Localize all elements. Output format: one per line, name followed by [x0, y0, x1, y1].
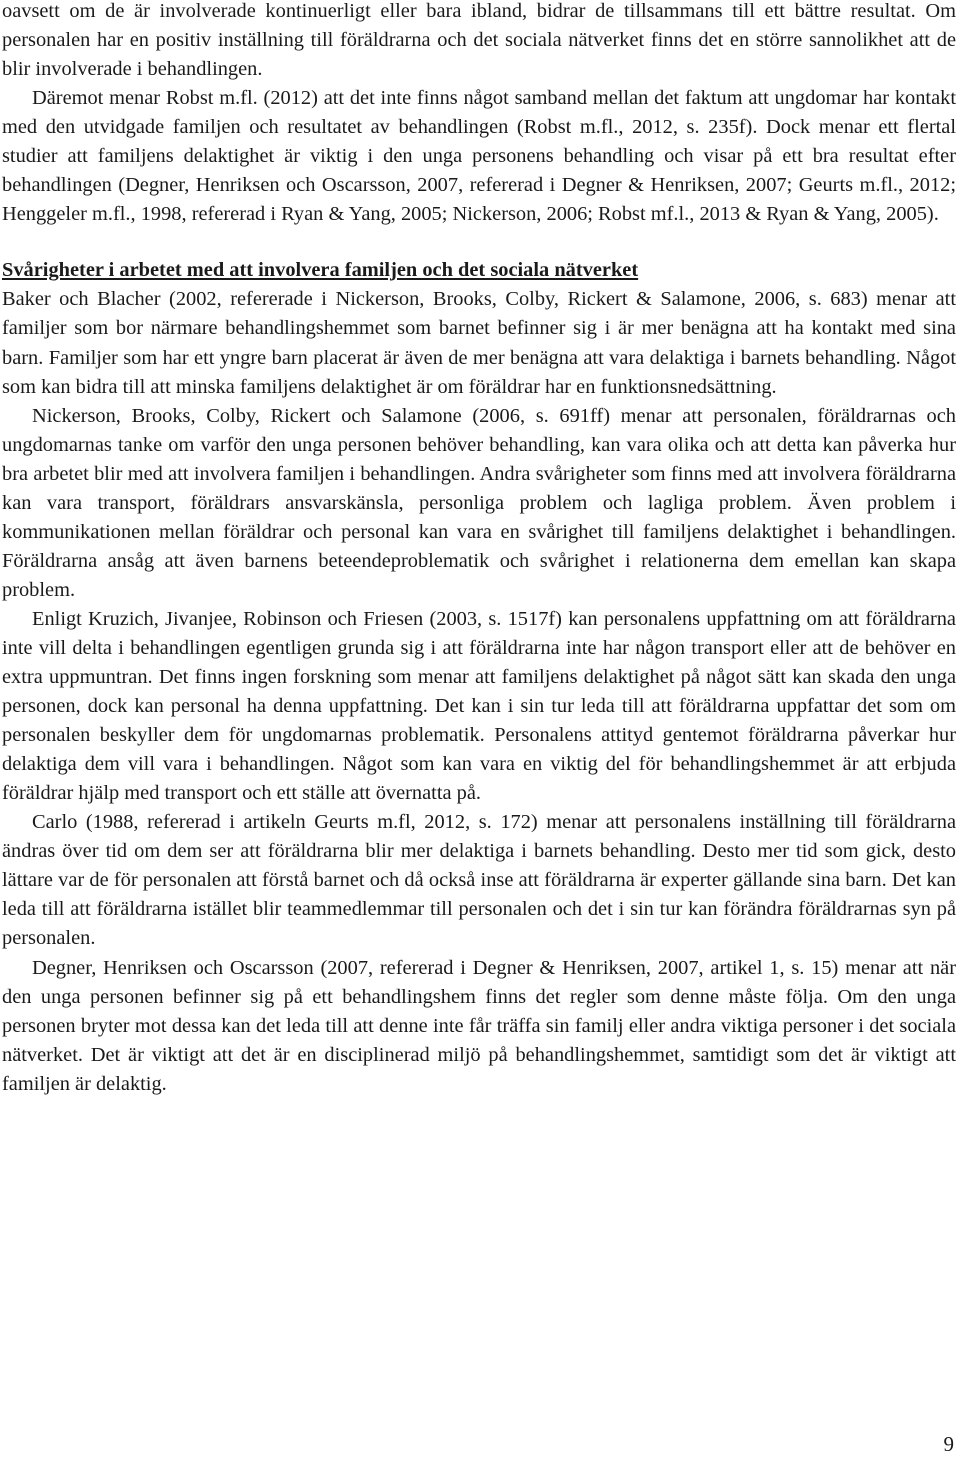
- section-heading-text: Svårigheter i arbetet med att involvera familjen och det sociala nätverket: [2, 259, 639, 282]
- paragraph: Degner, Henriksen och Oscarsson (2007, refererad i Degner & Henriksen, 2007, artikel 1, s. 15) menar att när den unga personen befinner sig på ett behandlingshem finns det regler som denne måste följa. Om den unga personen bryter mot dessa kan det leda till att denne inte får träffa sin familj eller andra viktiga personer i det sociala nätverket. Det är viktigt att det är en disciplinerad miljö på behandlingshemmet, samtidigt som det är viktigt att familjen är delaktig.: [2, 956, 956, 1095]
- paragraph: Enligt Kruzich, Jivanjee, Robinson och Friesen (2003, s. 1517f) kan personalens uppfattning om att föräldrarna inte vill delta i behandlingen egentligen grunda sig i att föräldrarna inte har någon transport eller att de behöver en extra uppmuntran. Det finns ingen forskning som menar att familjens delaktighet på något sätt kan skada den unga personen, dock kan personal ha denna uppfattning. Det kan i sin tur leda till att föräldrarna uppfattar det som om personalen beskyller dem för ungdomarnas problematik. Personalens attityd gentemot föräldrarna påverkar hur delaktiga dem vill vara i behandlingen. Något som kan vara en viktig del för behandlingshemmet är att erbjuda föräldrar hjälp med transport och ett ställe att övernatta på.: [2, 607, 956, 805]
- paragraph: Däremot menar Robst m.fl. (2012) att det inte finns något samband mellan det faktum att ungdomar har kontakt med den utvidgade familjen och resultatet av behandlingen (Robst m.fl., 2012, s. 235f). Dock menar ett flertal studier att familjens delaktighet är viktig i den unga personens behandling och visar på ett bra resultat efter behandlingen (Degner, Henriksen och Oscarsson, 2007, refererad i Degner & Henriksen, 2007; Geurts m.fl., 2012; Henggeler m.fl., 1998, refererad i Ryan & Yang, 2005; Nickerson, 2006; Robst mf.l., 2013 & Ryan & Yang, 2005).: [2, 87, 956, 226]
- paragraph: Baker och Blacher (2002, refererade i Nickerson, Brooks, Colby, Rickert & Salamone, 2006, s. 683) menar att familjer som bor närmare behandlingshemmet som barnet befinner sig i är mer benägna att ha kontakt med sina barn. Familjer som har ett yngre barn placerat är även de mer benägna att vara delaktiga i barnets behandling. Något som kan bidra till att minska familjens delaktighet är om föräldrar har en funktionsnedsättning.: [2, 288, 956, 398]
- paragraph: oavsett om de är involverade kontinuerligt eller bara ibland, bidrar de tillsammans till ett bättre resultat. Om personalen har en positiv inställning till föräldrarna och det sociala nätverket finns det en större sannolikhet att de blir involverade i behandlingen.: [2, 0, 956, 81]
- paragraph: Nickerson, Brooks, Colby, Rickert och Salamone (2006, s. 691ff) menar att personalen, föräldrarnas och ungdomarnas tanke om varför den unga personen behöver behandling, kan vara olika och att detta kan påverka hur bra arbetet blir med att involvera familjen i behandlingen. Andra svårigheter som finns med att involvera föräldrarna kan vara transport, föräldrars ansvarskänsla, personliga problem och lagliga problem. Även problem i kommunikationen mellan föräldrar och personal kan vara en svårighet till familjens delaktighet i behandlingen. Föräldrarna ansåg att även barnens beteendeproblematik och svårighet i relationerna dem emellan kan skapa problem.: [2, 404, 956, 601]
- page-number: 9: [943, 1432, 954, 1456]
- body-text: [2, 0, 956, 1099]
- section-heading: [2, 256, 956, 285]
- paragraph: Carlo (1988, refererad i artikeln Geurts m.fl, 2012, s. 172) menar att personalens inställning till föräldrarna ändras över tid om dem ser att föräldrarna blir mer delaktiga i barnets behandling. Desto mer tid som gick, desto lättare var de för personalen att förstå barnet och då också inse att föräldrarna är experter gällande sina barn. Det kan leda till att föräldrarna istället blir teammedlemmar till personalen och det i sin tur kan förändra föräldrarnas syn på personalen.: [2, 811, 956, 950]
